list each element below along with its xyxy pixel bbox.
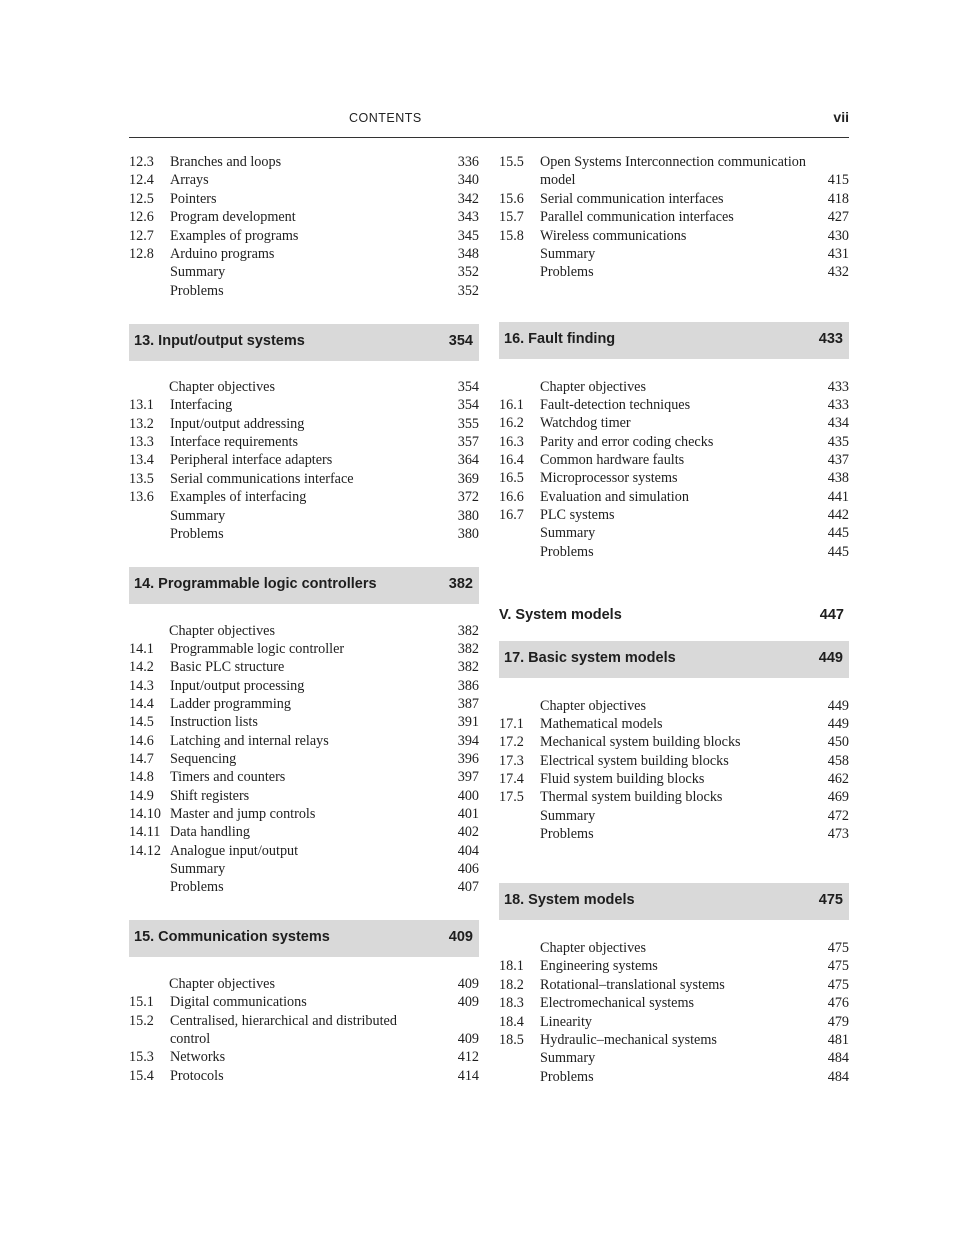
toc-entry[interactable] bbox=[129, 470, 479, 488]
section-page: 481 bbox=[827, 1032, 849, 1048]
part-heading[interactable] bbox=[499, 607, 849, 627]
section-page: 475 bbox=[827, 958, 849, 974]
section-title: Microprocessor systems bbox=[540, 470, 678, 486]
section-page: 445 bbox=[827, 544, 849, 560]
section-page: 433 bbox=[827, 379, 849, 395]
toc-entry[interactable] bbox=[129, 171, 479, 189]
section-number: 15.2 bbox=[129, 1013, 154, 1029]
toc-entry[interactable] bbox=[129, 525, 479, 543]
section-number: 13.6 bbox=[129, 489, 154, 505]
section-number: 15.1 bbox=[129, 994, 154, 1010]
toc-entry[interactable] bbox=[129, 993, 479, 1011]
section-page: 479 bbox=[827, 1014, 849, 1030]
section-page: 380 bbox=[457, 508, 479, 524]
section-page: 355 bbox=[457, 416, 479, 432]
section-title: Linearity bbox=[540, 1014, 592, 1030]
section-page: 475 bbox=[827, 940, 849, 956]
section-title: Shift registers bbox=[170, 788, 250, 804]
section-page: 427 bbox=[827, 209, 849, 225]
section-title: Electrical system building blocks bbox=[540, 753, 729, 769]
section-title: Program development bbox=[170, 209, 296, 225]
chapter-page: 433 bbox=[818, 331, 843, 347]
running-head: CONTENTS bbox=[349, 111, 422, 125]
toc-entry[interactable] bbox=[129, 245, 479, 263]
section-title: Input/output processing bbox=[170, 678, 305, 694]
section-number: 13.1 bbox=[129, 397, 154, 413]
section-number: 14.8 bbox=[129, 769, 154, 785]
toc-entry[interactable] bbox=[129, 695, 479, 713]
toc-entry[interactable] bbox=[129, 263, 479, 281]
section-title: Centralised, hierarchical and distributed bbox=[170, 1013, 397, 1029]
section-title: Peripheral interface adapters bbox=[170, 452, 333, 468]
section-title: PLC systems bbox=[540, 507, 615, 523]
section-title: Parity and error coding checks bbox=[540, 434, 714, 450]
toc-entry[interactable] bbox=[499, 807, 849, 825]
toc-entry[interactable] bbox=[129, 190, 479, 208]
section-number: 17.5 bbox=[499, 789, 524, 805]
chapter-title: 16. Fault finding bbox=[504, 331, 616, 347]
section-page: 404 bbox=[457, 843, 479, 859]
section-number: 16.2 bbox=[499, 415, 524, 431]
section-title: Basic PLC structure bbox=[170, 659, 285, 675]
toc-entry[interactable] bbox=[129, 787, 479, 805]
chapter-title: 18. System models bbox=[504, 892, 635, 908]
toc-entry[interactable] bbox=[499, 1068, 849, 1086]
section-page: 473 bbox=[827, 826, 849, 842]
section-number: 12.8 bbox=[129, 246, 154, 262]
section-title: Rotational–translational systems bbox=[540, 977, 725, 993]
toc-entry[interactable] bbox=[129, 860, 479, 878]
section-page: 450 bbox=[827, 734, 849, 750]
section-number: 17.4 bbox=[499, 771, 524, 787]
section-page: 442 bbox=[827, 507, 849, 523]
toc-entry[interactable] bbox=[129, 1030, 479, 1048]
chapter-heading[interactable] bbox=[499, 641, 849, 678]
section-title: control bbox=[170, 1031, 211, 1047]
toc-entry[interactable] bbox=[129, 622, 479, 640]
section-title: Serial communication interfaces bbox=[540, 191, 724, 207]
toc-entry[interactable] bbox=[499, 433, 849, 451]
section-title: Problems bbox=[540, 826, 594, 842]
toc-entry[interactable] bbox=[499, 697, 849, 715]
section-number: 15.5 bbox=[499, 154, 524, 170]
section-number: 18.2 bbox=[499, 977, 524, 993]
section-title: Electromechanical systems bbox=[540, 995, 695, 1011]
toc-entry[interactable] bbox=[129, 208, 479, 226]
section-title: Programmable logic controller bbox=[170, 641, 345, 657]
section-number: 14.10 bbox=[129, 806, 161, 822]
section-title: Arrays bbox=[170, 172, 209, 188]
section-title: Thermal system building blocks bbox=[540, 789, 723, 805]
section-page: 484 bbox=[827, 1050, 849, 1066]
section-page: 484 bbox=[827, 1069, 849, 1085]
section-page: 449 bbox=[827, 716, 849, 732]
toc-entry[interactable] bbox=[129, 805, 479, 823]
section-page: 345 bbox=[457, 228, 479, 244]
toc-entry[interactable] bbox=[129, 451, 479, 469]
section-number: 14.4 bbox=[129, 696, 154, 712]
section-title: Arduino programs bbox=[170, 246, 275, 262]
section-number: 18.4 bbox=[499, 1014, 524, 1030]
chapter-title: 17. Basic system models bbox=[504, 650, 676, 666]
section-title: Problems bbox=[170, 879, 224, 895]
section-page: 438 bbox=[827, 470, 849, 486]
section-number: 14.7 bbox=[129, 751, 154, 767]
section-title: Input/output addressing bbox=[170, 416, 305, 432]
section-title: Summary bbox=[170, 264, 226, 280]
section-page: 352 bbox=[457, 264, 479, 280]
toc-entry[interactable] bbox=[129, 1067, 479, 1085]
section-title: Summary bbox=[540, 246, 596, 262]
chapter-heading[interactable] bbox=[129, 920, 479, 957]
section-number: 12.3 bbox=[129, 154, 154, 170]
section-title: Problems bbox=[540, 544, 594, 560]
toc-entry[interactable] bbox=[499, 263, 849, 281]
section-title: Problems bbox=[170, 526, 224, 542]
section-page: 382 bbox=[457, 641, 479, 657]
section-page: 449 bbox=[827, 698, 849, 714]
section-title: Sequencing bbox=[170, 751, 237, 767]
toc-entry[interactable] bbox=[499, 414, 849, 432]
toc-entry[interactable] bbox=[499, 1013, 849, 1031]
toc-entry[interactable] bbox=[129, 677, 479, 695]
section-number: 15.7 bbox=[499, 209, 524, 225]
section-page: 433 bbox=[827, 397, 849, 413]
toc-entry[interactable] bbox=[499, 171, 849, 189]
section-page: 336 bbox=[457, 154, 479, 170]
toc-entry[interactable] bbox=[499, 524, 849, 542]
section-title: Hydraulic–mechanical systems bbox=[540, 1032, 717, 1048]
toc-entry[interactable] bbox=[129, 282, 479, 300]
section-title: Watchdog timer bbox=[540, 415, 631, 431]
section-page: 458 bbox=[827, 753, 849, 769]
toc-entry[interactable] bbox=[129, 658, 479, 676]
section-title: Chapter objectives bbox=[169, 379, 275, 395]
chapter-page: 475 bbox=[818, 892, 843, 908]
section-title: Summary bbox=[540, 1050, 596, 1066]
section-title: model bbox=[540, 172, 576, 188]
section-number: 14.11 bbox=[129, 824, 161, 840]
section-title: Problems bbox=[540, 264, 594, 280]
section-page: 354 bbox=[457, 397, 479, 413]
section-title: Wireless communications bbox=[540, 228, 687, 244]
section-title: Parallel communication interfaces bbox=[540, 209, 734, 225]
section-number: 14.1 bbox=[129, 641, 154, 657]
section-page: 415 bbox=[827, 172, 849, 188]
section-number: 13.5 bbox=[129, 471, 154, 487]
toc-entry[interactable] bbox=[499, 770, 849, 788]
toc-entry[interactable] bbox=[129, 1012, 479, 1030]
chapter-title: 15. Communication systems bbox=[134, 929, 330, 945]
section-number: 15.3 bbox=[129, 1049, 154, 1065]
toc-entry[interactable] bbox=[499, 994, 849, 1012]
section-title: Examples of interfacing bbox=[170, 489, 307, 505]
section-title: Pointers bbox=[170, 191, 217, 207]
chapter-heading[interactable] bbox=[129, 324, 479, 361]
section-number: 17.1 bbox=[499, 716, 524, 732]
section-title: Timers and counters bbox=[170, 769, 286, 785]
section-page: 400 bbox=[457, 788, 479, 804]
toc-entry[interactable] bbox=[129, 378, 479, 396]
toc-entry[interactable] bbox=[499, 543, 849, 561]
section-page: 342 bbox=[457, 191, 479, 207]
header-rule bbox=[129, 137, 849, 138]
section-title: Serial communications interface bbox=[170, 471, 354, 487]
chapter-page: 449 bbox=[818, 650, 843, 666]
section-page: 382 bbox=[457, 659, 479, 675]
section-page: 382 bbox=[457, 623, 479, 639]
section-page: 364 bbox=[457, 452, 479, 468]
section-page: 434 bbox=[827, 415, 849, 431]
section-page: 369 bbox=[457, 471, 479, 487]
section-number: 16.3 bbox=[499, 434, 524, 450]
toc-entry[interactable] bbox=[129, 433, 479, 451]
section-page: 409 bbox=[457, 994, 479, 1010]
section-title: Digital communications bbox=[170, 994, 307, 1010]
section-page: 372 bbox=[457, 489, 479, 505]
section-number: 16.1 bbox=[499, 397, 524, 413]
section-number: 14.9 bbox=[129, 788, 154, 804]
toc-entry[interactable] bbox=[499, 245, 849, 263]
section-number: 13.3 bbox=[129, 434, 154, 450]
chapter-title: 13. Input/output systems bbox=[134, 333, 305, 349]
toc-entry[interactable] bbox=[499, 957, 849, 975]
toc-entry[interactable] bbox=[499, 153, 849, 171]
toc-entry[interactable] bbox=[499, 733, 849, 751]
toc-entry[interactable] bbox=[499, 788, 849, 806]
toc-entry[interactable] bbox=[499, 190, 849, 208]
section-page: 462 bbox=[827, 771, 849, 787]
section-page: 348 bbox=[457, 246, 479, 262]
section-page: 387 bbox=[457, 696, 479, 712]
section-number: 15.6 bbox=[499, 191, 524, 207]
section-number: 14.12 bbox=[129, 843, 161, 859]
toc-entry[interactable] bbox=[499, 451, 849, 469]
toc-entry[interactable] bbox=[129, 750, 479, 768]
section-title: Ladder programming bbox=[170, 696, 291, 712]
chapter-page: 382 bbox=[448, 576, 473, 592]
section-title: Mathematical models bbox=[540, 716, 663, 732]
section-number: 16.7 bbox=[499, 507, 524, 523]
toc-entry[interactable] bbox=[499, 378, 849, 396]
section-number: 17.3 bbox=[499, 753, 524, 769]
section-title: Open Systems Interconnection communication bbox=[540, 154, 806, 170]
section-number: 17.2 bbox=[499, 734, 524, 750]
section-page: 437 bbox=[827, 452, 849, 468]
toc-entry[interactable] bbox=[129, 1048, 479, 1066]
section-number: 15.8 bbox=[499, 228, 524, 244]
toc-entry[interactable] bbox=[129, 823, 479, 841]
toc-entry[interactable] bbox=[499, 752, 849, 770]
section-page: 430 bbox=[827, 228, 849, 244]
toc-entry[interactable] bbox=[499, 715, 849, 733]
section-page: 354 bbox=[457, 379, 479, 395]
toc-entry[interactable] bbox=[129, 153, 479, 171]
chapter-heading[interactable] bbox=[499, 883, 849, 920]
toc-entry[interactable] bbox=[129, 732, 479, 750]
section-page: 407 bbox=[457, 879, 479, 895]
page-number: vii bbox=[833, 109, 849, 125]
section-page: 441 bbox=[827, 489, 849, 505]
chapter-page: 409 bbox=[448, 929, 473, 945]
part-page: 447 bbox=[819, 607, 844, 623]
section-number: 12.7 bbox=[129, 228, 154, 244]
section-number: 18.1 bbox=[499, 958, 524, 974]
section-page: 476 bbox=[827, 995, 849, 1011]
section-page: 357 bbox=[457, 434, 479, 450]
section-title: Instruction lists bbox=[170, 714, 258, 730]
section-title: Chapter objectives bbox=[540, 940, 646, 956]
section-title: Networks bbox=[170, 1049, 226, 1065]
section-page: 340 bbox=[457, 172, 479, 188]
toc-entry[interactable] bbox=[499, 208, 849, 226]
section-title: Chapter objectives bbox=[169, 623, 275, 639]
section-page: 409 bbox=[457, 1031, 479, 1047]
toc-entry[interactable] bbox=[129, 768, 479, 786]
section-title: Data handling bbox=[170, 824, 250, 840]
section-title: Fault-detection techniques bbox=[540, 397, 691, 413]
section-page: 402 bbox=[457, 824, 479, 840]
section-page: 435 bbox=[827, 434, 849, 450]
section-title: Master and jump controls bbox=[170, 806, 316, 822]
section-title: Summary bbox=[170, 508, 226, 524]
section-title: Summary bbox=[540, 808, 596, 824]
section-title: Evaluation and simulation bbox=[540, 489, 689, 505]
toc-entry[interactable] bbox=[129, 713, 479, 731]
section-number: 18.5 bbox=[499, 1032, 524, 1048]
part-title: V. System models bbox=[499, 607, 622, 623]
section-number: 18.3 bbox=[499, 995, 524, 1011]
section-title: Interface requirements bbox=[170, 434, 299, 450]
section-page: 397 bbox=[457, 769, 479, 785]
section-page: 469 bbox=[827, 789, 849, 805]
section-number: 15.4 bbox=[129, 1068, 154, 1084]
section-number: 13.2 bbox=[129, 416, 154, 432]
section-title: Interfacing bbox=[170, 397, 233, 413]
section-page: 414 bbox=[457, 1068, 479, 1084]
section-page: 396 bbox=[457, 751, 479, 767]
toc-entry[interactable] bbox=[129, 640, 479, 658]
section-title: Analogue input/output bbox=[170, 843, 299, 859]
section-number: 12.5 bbox=[129, 191, 154, 207]
section-page: 401 bbox=[457, 806, 479, 822]
section-page: 380 bbox=[457, 526, 479, 542]
section-page: 394 bbox=[457, 733, 479, 749]
section-title: Summary bbox=[540, 525, 596, 541]
section-page: 409 bbox=[457, 976, 479, 992]
section-title: Latching and internal relays bbox=[170, 733, 329, 749]
section-page: 432 bbox=[827, 264, 849, 280]
toc-entry[interactable] bbox=[129, 507, 479, 525]
section-page: 386 bbox=[457, 678, 479, 694]
toc-entry[interactable] bbox=[499, 506, 849, 524]
section-page: 412 bbox=[457, 1049, 479, 1065]
section-page: 475 bbox=[827, 977, 849, 993]
chapter-title: 14. Programmable logic controllers bbox=[134, 576, 377, 592]
section-title: Summary bbox=[170, 861, 226, 877]
toc-entry[interactable] bbox=[129, 488, 479, 506]
section-title: Common hardware faults bbox=[540, 452, 685, 468]
section-title: Mechanical system building blocks bbox=[540, 734, 741, 750]
chapter-heading[interactable] bbox=[129, 567, 479, 604]
section-page: 352 bbox=[457, 283, 479, 299]
toc-entry[interactable] bbox=[129, 842, 479, 860]
section-number: 16.5 bbox=[499, 470, 524, 486]
toc-entry[interactable] bbox=[499, 469, 849, 487]
toc-entry[interactable] bbox=[129, 415, 479, 433]
section-number: 13.4 bbox=[129, 452, 154, 468]
section-title: Protocols bbox=[170, 1068, 224, 1084]
section-title: Chapter objectives bbox=[540, 698, 646, 714]
section-page: 445 bbox=[827, 525, 849, 541]
section-title: Chapter objectives bbox=[540, 379, 646, 395]
section-title: Fluid system building blocks bbox=[540, 771, 705, 787]
toc-entry[interactable] bbox=[499, 1031, 849, 1049]
section-number: 14.5 bbox=[129, 714, 154, 730]
toc-entry[interactable] bbox=[499, 976, 849, 994]
section-page: 343 bbox=[457, 209, 479, 225]
section-number: 12.6 bbox=[129, 209, 154, 225]
section-number: 14.6 bbox=[129, 733, 154, 749]
toc-entry[interactable] bbox=[129, 396, 479, 414]
toc-entry[interactable] bbox=[499, 396, 849, 414]
section-title: Branches and loops bbox=[170, 154, 282, 170]
section-page: 406 bbox=[457, 861, 479, 877]
section-number: 16.4 bbox=[499, 452, 524, 468]
toc-entry[interactable] bbox=[129, 227, 479, 245]
section-number: 16.6 bbox=[499, 489, 524, 505]
section-page: 391 bbox=[457, 714, 479, 730]
section-title: Chapter objectives bbox=[169, 976, 275, 992]
chapter-page: 354 bbox=[448, 333, 473, 349]
section-title: Engineering systems bbox=[540, 958, 658, 974]
section-number: 12.4 bbox=[129, 172, 154, 188]
section-title: Problems bbox=[170, 283, 224, 299]
section-page: 472 bbox=[827, 808, 849, 824]
toc-entry[interactable] bbox=[499, 227, 849, 245]
section-number: 14.3 bbox=[129, 678, 154, 694]
toc-entry[interactable] bbox=[499, 1049, 849, 1067]
section-page: 418 bbox=[827, 191, 849, 207]
section-page: 431 bbox=[827, 246, 849, 262]
toc-entry[interactable] bbox=[499, 825, 849, 843]
section-number: 14.2 bbox=[129, 659, 154, 675]
chapter-heading[interactable] bbox=[499, 322, 849, 359]
section-title: Examples of programs bbox=[170, 228, 299, 244]
toc-entry[interactable] bbox=[499, 939, 849, 957]
toc-entry[interactable] bbox=[129, 878, 479, 896]
toc-entry[interactable] bbox=[129, 975, 479, 993]
toc-entry[interactable] bbox=[499, 488, 849, 506]
section-title: Problems bbox=[540, 1069, 594, 1085]
